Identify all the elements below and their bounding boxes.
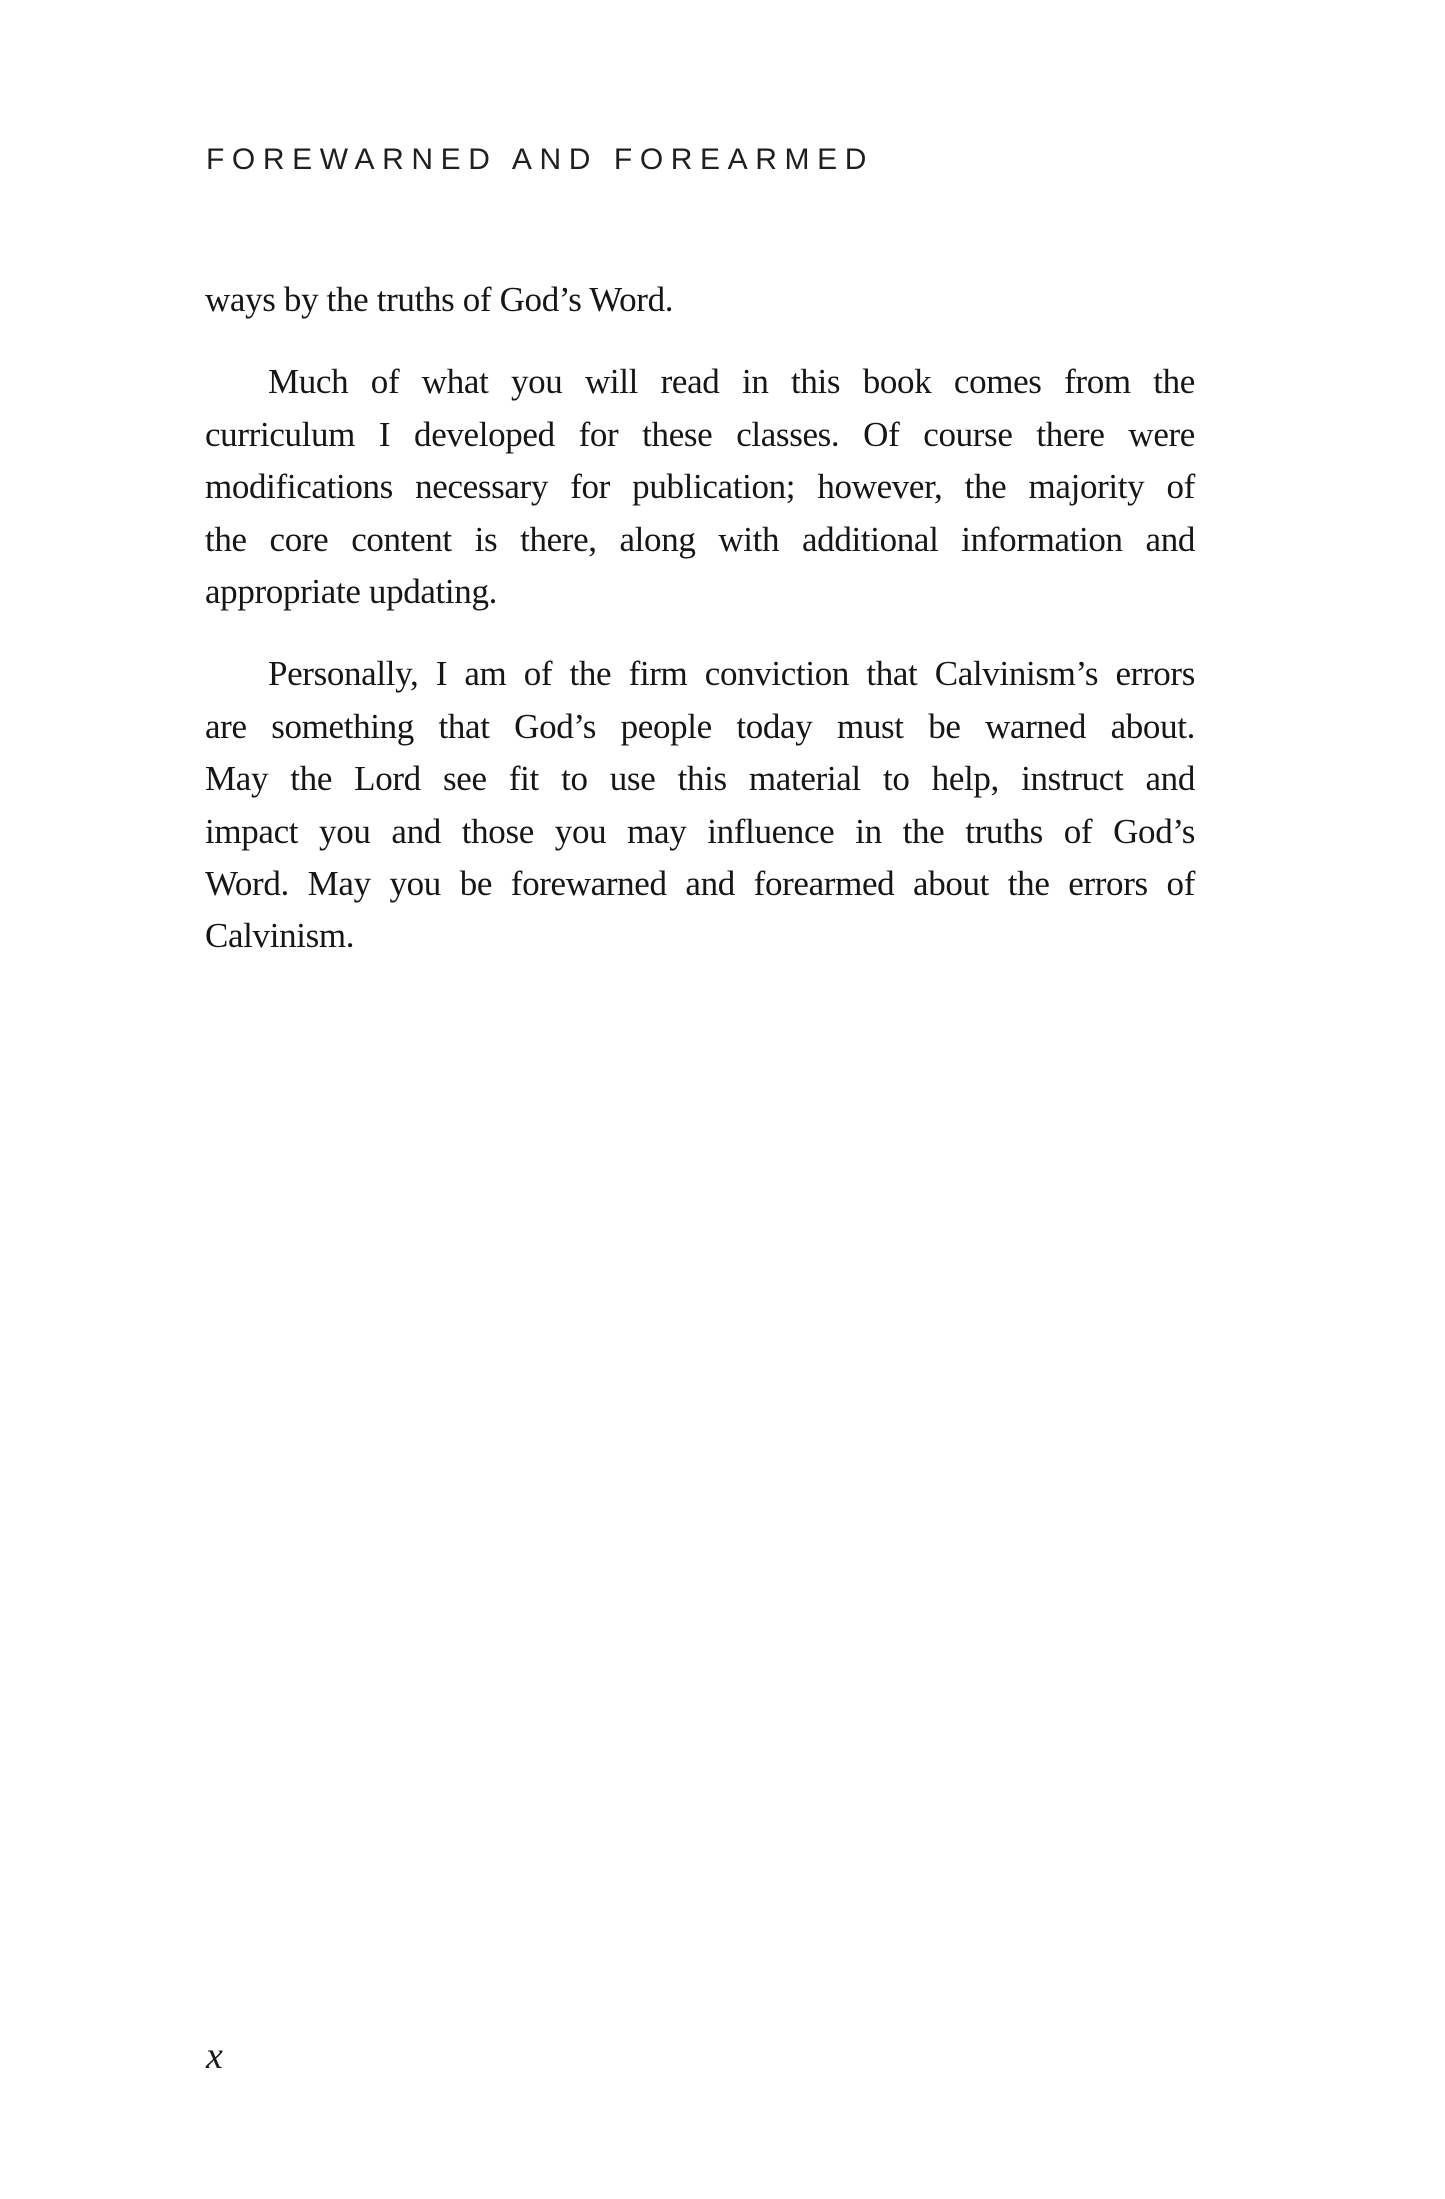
text-line: ways by the truths of God’s Word. (205, 280, 674, 319)
text-line: Calvinism. (205, 916, 355, 956)
body-text (205, 274, 1195, 993)
text-line: May the Lord see fit to use this material to help, instruct and (205, 759, 1195, 799)
text-line: Word. May you be forewarned and forearmed about the errors of (205, 863, 1195, 903)
paragraph-3 (205, 648, 1195, 962)
page-number: x (206, 2035, 223, 2077)
text-line: appropriate updating. (205, 571, 497, 611)
paragraph-2 (205, 356, 1195, 618)
running-header: FOREWARNED AND FOREARMED (206, 143, 874, 176)
text-line: modifications necessary for publication; however, the majority of (205, 467, 1195, 507)
text-line: curriculum I developed for these classes. Of course there were (205, 414, 1195, 454)
text-line: Personally, I am of the firm conviction that Calvinism’s errors (268, 654, 1195, 694)
text-line: the core content is there, along with additional information and (205, 519, 1195, 559)
text-line: are something that God’s people today must be warned about. (205, 706, 1195, 746)
text-line: impact you and those you may influence in the truths of God’s (205, 811, 1195, 851)
paragraph-1 (205, 274, 1195, 326)
text-line: Much of what you will read in this book comes from the (268, 362, 1195, 402)
